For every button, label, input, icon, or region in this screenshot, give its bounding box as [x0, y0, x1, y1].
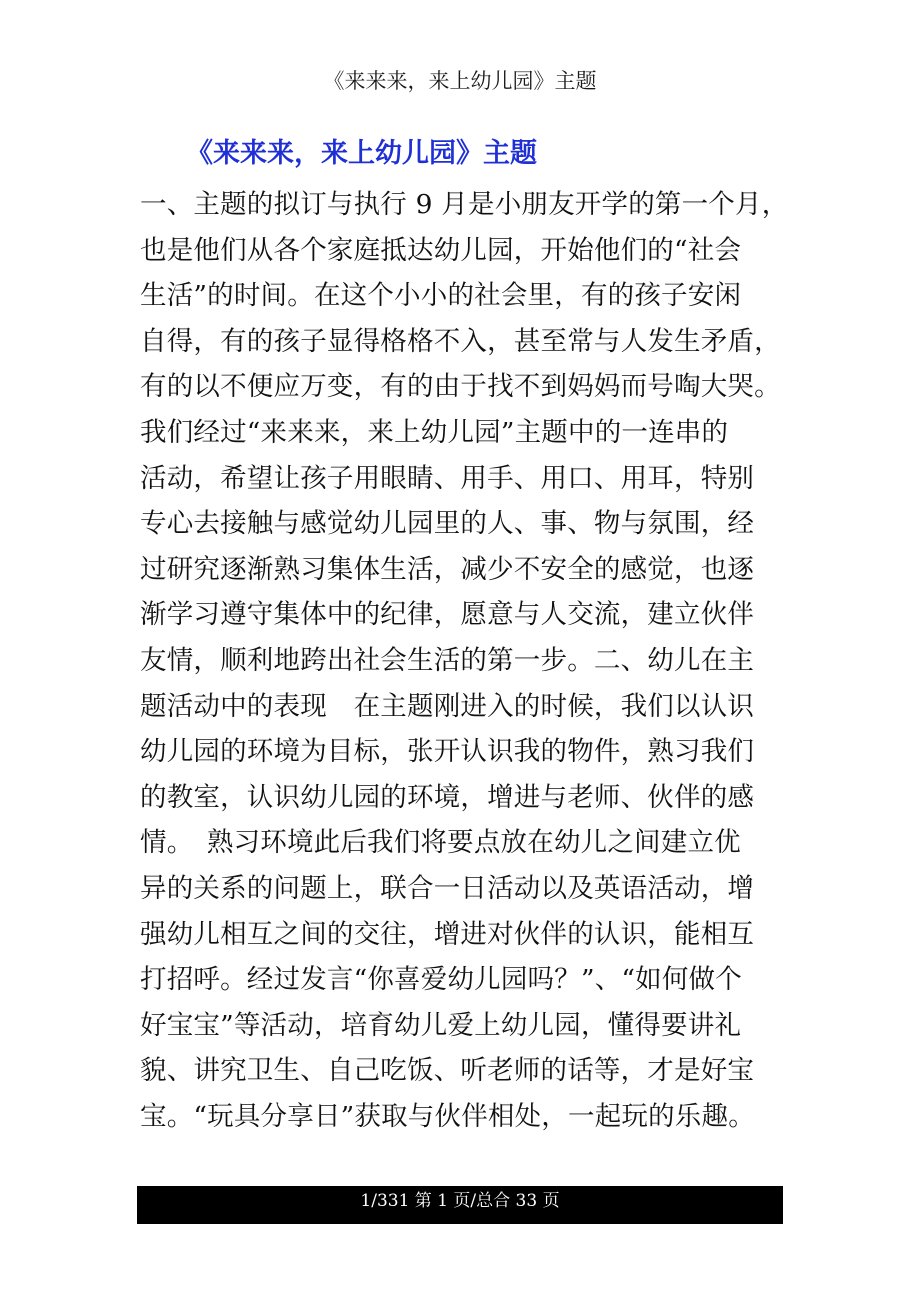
body-line: 题活动中的表现 在主题刚进入的时候，我们以认识 [140, 690, 755, 722]
body-line: 好宝宝”等活动，培育幼儿爱上幼儿园，懂得要讲礼 [140, 1009, 742, 1041]
body-line: 情。 熟习环境此后我们将要点放在幼儿之间建立优 [140, 827, 741, 859]
body-line: 过研究逐渐熟习集体生活，减少不安全的感觉，也逐 [140, 553, 755, 585]
body-line: 专心去接触与感觉幼儿园里的人、事、物与氛围，经 [140, 508, 755, 540]
footer-bar [137, 1186, 783, 1224]
page-number-label: 1/331 第 1 页/总合 33 页 [360, 1191, 560, 1211]
body-line: 有的以不便应万变，有的由于找不到妈妈而号啕大哭。 [140, 371, 781, 403]
body-line: 打招呼。经过发言“你喜爱幼儿园吗？”、“如何做个 [140, 964, 742, 996]
body-line: 貌、讲究卫生、自己吃饭、听老师的话等，才是好宝 [140, 1055, 755, 1087]
body-line: 异的关系的问题上，联合一日活动以及英语活动，增 [140, 872, 755, 904]
body-line: 也是他们从各个家庭抵达幼儿园，开始他们的“社会 [140, 234, 742, 266]
body-line: 活动，希望让孩子用眼睛、用手、用口、用耳，特别 [140, 462, 755, 494]
document-title: 《来来来，来上幼儿园》主题 [186, 138, 537, 169]
body-line: 友情，顺利地跨出社会生活的第一步。二、幼儿在主 [140, 644, 755, 676]
body-line: 强幼儿相互之间的交往，增进对伙伴的认识，能相互 [140, 918, 755, 950]
body-line: 自得，有的孩子显得格格不入，甚至常与人发生矛盾， [140, 325, 781, 357]
body-line: 幼儿园的环境为目标，张开认识我的物件，熟习我们 [140, 736, 755, 768]
running-header: 《来来来，来上幼儿园》主题 [323, 69, 597, 93]
body-line: 的教室，认识幼儿园的环境，增进与老师、伙伴的感 [140, 781, 755, 813]
body-line: 宝。“玩具分享日”获取与伙伴相处，一起玩的乐趣。 [140, 1100, 755, 1132]
body-line: 生活”的时间。在这个小小的社会里，有的孩子安闲 [140, 280, 742, 312]
body-line: 我们经过“来来来，来上幼儿园”主题中的一连串的 [140, 416, 729, 448]
document-body [140, 182, 790, 1139]
body-line: 渐学习遵守集体中的纪律，愿意与人交流，建立伙伴 [140, 599, 755, 631]
body-line: 一、主题的拟订与执行 9 月是小朋友开学的第一个月， [140, 189, 789, 220]
